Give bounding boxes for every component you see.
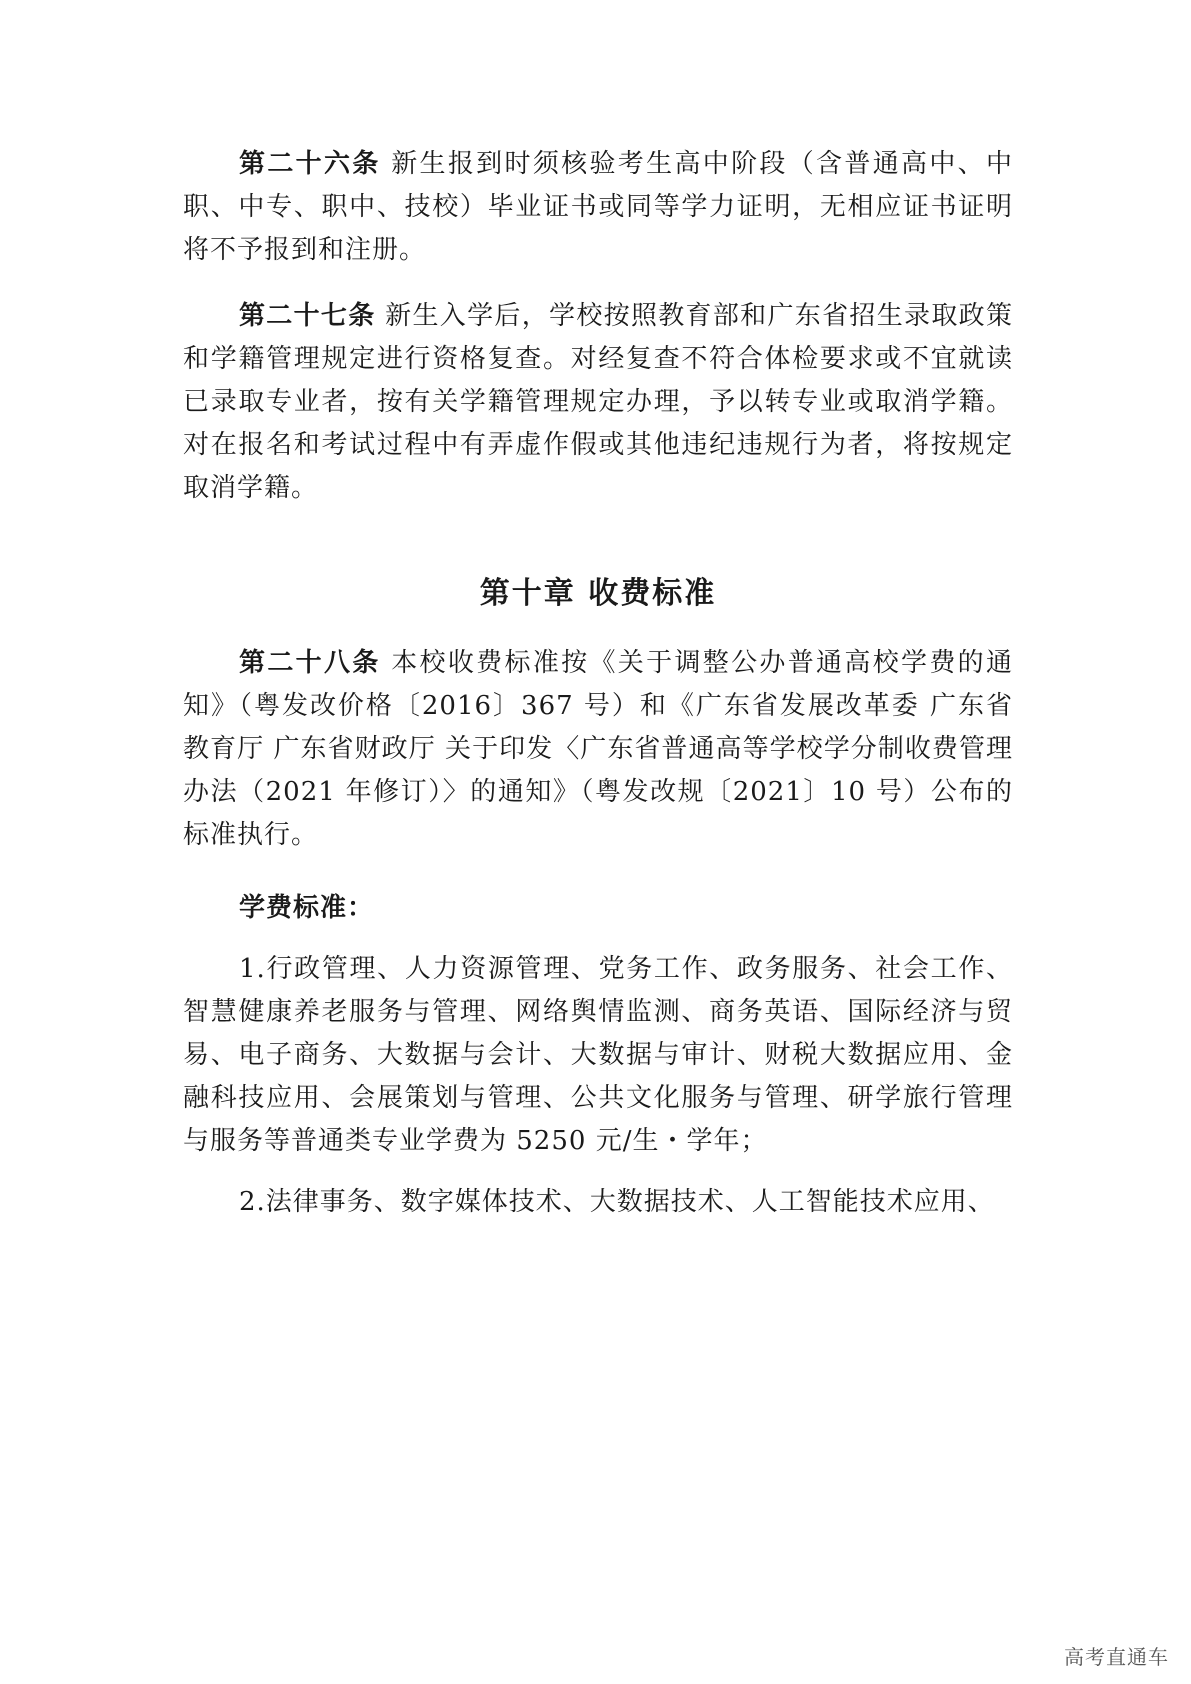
watermark: 高考直通车 [1064, 1645, 1169, 1669]
fee-item-1: 1.行政管理、人力资源管理、党务工作、政务服务、社会工作、智慧健康养老服务与管理、网络舆情监测、商务英语、国际经济与贸易、电子商务、大数据与会计、大数据与审计、财税大数据应用、金融科技应用、会展策划与管理、公共文化服务与管理、研学旅行管理与服务等普通类专业学费为 5250 元/生・学年； [183, 954, 1013, 1156]
document-page [183, 143, 1013, 1224]
article-27-label: 第二十七条 [239, 301, 376, 331]
article-27-text: 新生入学后，学校按照教育部和广东省招生录取政策和学籍管理规定进行资格复查。对经复查不符合体检要求或不宜就读已录取专业者，按有关学籍管理规定办理，予以转专业或取消学籍。对在报名和考试过程中有弄虚作假或其他违纪违规行为者，将按规定取消学籍。 [183, 301, 1013, 503]
article-27 [183, 295, 1013, 510]
article-26-text: 新生报到时须核验考生高中阶段（含普通高中、中职、中专、职中、技校）毕业证书或同等学力证明，无相应证书证明将不予报到和注册。 [183, 149, 1013, 265]
article-26 [183, 143, 1013, 272]
article-28 [183, 642, 1013, 857]
chapter-title: 第十章 收费标准 [479, 576, 717, 611]
article-28-text: 本校收费标准按《关于调整公办普通高校学费的通知》（粤发改价格〔2016〕367 号）和《广东省发展改革委 广东省教育厅 广东省财政厅 关于印发〈广东省普通高等学校学分制收费管理办法（2021 年修订）〉的通知》（粤发改规〔2021〕10 号）公布的标准执行。 [183, 648, 1013, 850]
article-28-label: 第二十八条 [239, 648, 381, 678]
fee-standard-heading: 学费标准： [239, 893, 375, 923]
article-26-label: 第二十六条 [239, 149, 381, 179]
fee-item-2: 2.法律事务、数字媒体技术、大数据技术、人工智能技术应用、 [239, 1187, 995, 1217]
